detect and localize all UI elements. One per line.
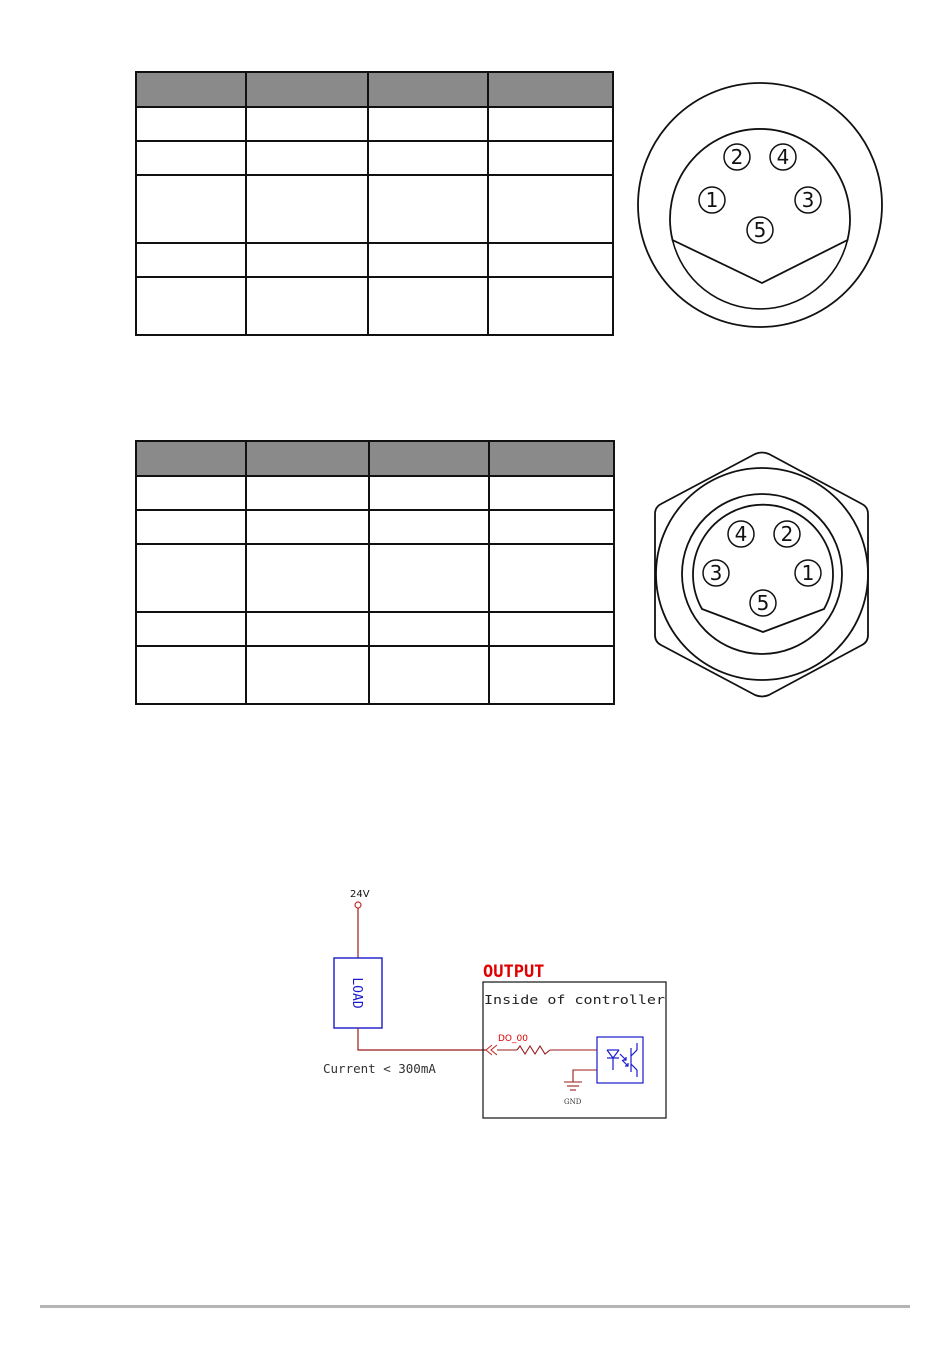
connector-1-diagram xyxy=(638,83,882,327)
supply-voltage-label: 24V xyxy=(350,889,370,900)
connector-2-diagram xyxy=(655,453,868,697)
connector-1-pin-4: 4 xyxy=(776,145,790,169)
connector-1-keyed-insert xyxy=(670,129,850,283)
connector-1-pin-1: 1 xyxy=(705,188,719,212)
connector-2-hex-nut xyxy=(655,453,868,697)
current-limit-label: Current < 300mA xyxy=(323,1061,436,1076)
ground-wire xyxy=(573,1070,597,1082)
connector-1-pin-5: 5 xyxy=(753,218,767,242)
connector-2-outer-ring xyxy=(656,468,868,680)
connector-2-pin-1: 1 xyxy=(801,561,815,585)
output-title: OUTPUT xyxy=(483,962,545,982)
connector-2-pin-3: 3 xyxy=(709,561,723,585)
inside-controller-label: Inside of controller xyxy=(484,993,665,1007)
connector-2-pin-2: 2 xyxy=(780,522,794,546)
connector-1-pin-2: 2 xyxy=(730,145,744,169)
resistor-icon xyxy=(517,1046,550,1054)
connector-2-middle-ring xyxy=(682,494,842,654)
connector-1-outer-ring xyxy=(638,83,882,327)
connector-1-pin-3: 3 xyxy=(801,188,815,212)
connector-chevron-icon xyxy=(486,1045,497,1055)
supply-terminal-icon xyxy=(355,902,361,908)
ground-icon xyxy=(564,1082,582,1090)
load-label: LOAD xyxy=(349,977,364,1009)
optocoupler-icon xyxy=(597,1037,643,1083)
connector-2-pin-5: 5 xyxy=(756,591,770,615)
connector-1-key-arc xyxy=(673,240,848,309)
do-signal-label: DO_00 xyxy=(498,1034,528,1044)
connector-2-pin-4: 4 xyxy=(734,522,748,546)
footer-divider xyxy=(40,1305,910,1308)
load-return-wire xyxy=(358,1028,486,1050)
output-circuit-diagram xyxy=(323,889,666,1118)
ground-label: GND xyxy=(564,1098,582,1106)
